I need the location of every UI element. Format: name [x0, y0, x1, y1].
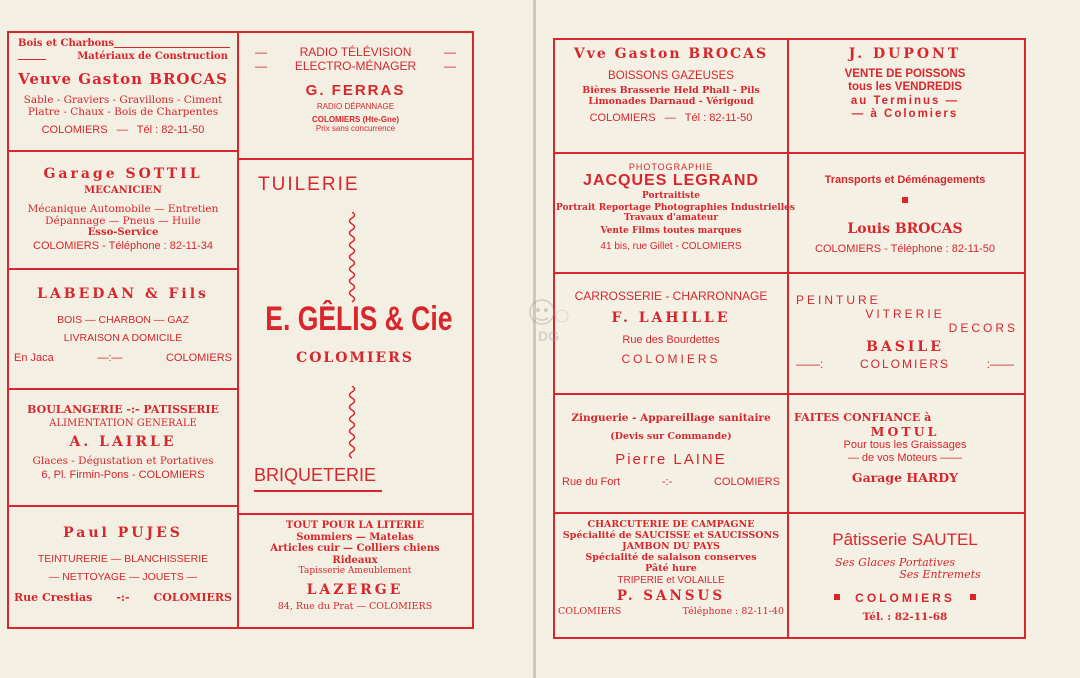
ad-town: COLOMIERS — [621, 351, 721, 366]
ad-name: G. FERRAS — [305, 81, 406, 99]
ad-town: COLOMIERS — [165, 352, 232, 365]
ad-name: LABEDAN & Fils — [37, 286, 209, 302]
ad-line: PEINTURE — [796, 293, 881, 307]
ad-line: Mécanique Automobile — Entretien — [27, 202, 219, 215]
ad-name: Pierre LAINE — [615, 450, 727, 468]
ad-pujes — [10, 525, 236, 623]
ad-town: COLOMIERS — [558, 605, 622, 617]
ad-line: -:- — [661, 476, 673, 489]
ad-line: CHARCUTERIE DE CAMPAGNE — [587, 519, 755, 530]
ad-line: Sommiers — Matelas — [296, 531, 414, 543]
ad-line: Ses Entremets — [899, 568, 981, 582]
ad-name: Paul PUJES — [63, 525, 183, 541]
ad-line: FAITES CONFIANCE à — [794, 411, 932, 424]
ad-line: — de vos Moteurs —— — [847, 451, 963, 464]
ad-line: au Terminus — — [850, 94, 960, 107]
ad-line: Limonades Darnaud - Vérigoud — [588, 96, 754, 108]
ad-line: :—— — [986, 357, 1014, 372]
ad-town: COLOMIERS — [859, 357, 950, 372]
divider — [7, 505, 239, 507]
ad-line: Pour tous les Graissages — [843, 439, 967, 452]
ad-line: COLOMIERS - Téléphone : 82-11-34 — [33, 240, 213, 253]
ad-town: COLOMIERS — [713, 476, 780, 489]
ad-line: Rideaux — [332, 554, 378, 566]
ad-name: LAZERGE — [306, 582, 404, 599]
ad-line: tous les VENDREDIS — [848, 81, 962, 94]
ad-line: Rue des Bourdettes — [622, 333, 720, 346]
ad-name: Garage HARDY — [851, 470, 959, 486]
ad-line: MECANICIEN — [84, 185, 162, 197]
ad-line: Vente Films toutes marques — [600, 225, 742, 236]
ad-town: COLOMIERS — [589, 112, 656, 125]
left-column-divider — [237, 31, 239, 627]
ad-legrand — [556, 162, 795, 270]
ad-line: Spécialité de SAUCISSE et SAUCISSONS — [562, 529, 780, 541]
ad-line: Glaces - Dégustation et Portatives — [32, 455, 214, 468]
ad-name: Garage SOTTIL — [43, 166, 203, 182]
square-bullet-icon — [902, 197, 908, 203]
ad-line: Bières Brasserie Held Phall - Pils — [582, 85, 760, 97]
watermark-stamp — [522, 292, 574, 352]
right-column-divider — [787, 38, 789, 637]
wavy-line-icon — [345, 212, 359, 304]
ad-line: -:- — [116, 591, 130, 605]
ad-line: 6, Pl. Firmin-Pons - COLOMIERS — [41, 469, 205, 482]
ad-line: LIVRAISON A DOMICILE — [63, 332, 183, 345]
ad-line: En Jaca — [14, 352, 54, 365]
ad-town: COLOMIERS — [296, 350, 414, 366]
divider — [7, 150, 239, 152]
ad-line: RADIO DÉPANNAGE — [316, 101, 395, 111]
ad-line: Rue Crestias — [14, 591, 93, 605]
ad-sautel — [790, 530, 1020, 630]
ad-sansus — [556, 520, 786, 632]
ad-line: ALIMENTATION GENERALE — [49, 417, 197, 429]
left-page — [0, 0, 533, 678]
ad-line: Prix sans concurrence — [315, 124, 396, 134]
ad-line: JAMBON DU PAYS — [622, 540, 720, 552]
ad-line: Sable - Graviers - Gravillons - Ciment — [23, 94, 223, 107]
ad-line: BOIS — CHARBON — GAZ — [57, 314, 189, 327]
ad-line: Portraitiste — [642, 190, 700, 201]
rule — [254, 490, 382, 492]
wavy-line-icon — [345, 386, 359, 460]
ad-dupont — [790, 46, 1020, 150]
ad-name: P. SANSUS — [616, 588, 726, 605]
ad-line: Platre - Chaux - Bois de Charpentes — [27, 106, 219, 119]
ad-lazerge — [240, 520, 470, 624]
divider — [7, 268, 239, 270]
square-bullet-icon — [834, 594, 840, 600]
ad-lahille — [556, 290, 786, 390]
ad-name: Vve Gaston BROCAS — [573, 46, 769, 62]
ad-phone: Téléphone : 82-11-40 — [682, 605, 784, 617]
ad-name: JACQUES LEGRAND — [583, 172, 759, 190]
ad-line: COLOMIERS - Téléphone : 82-11-50 — [815, 243, 995, 256]
ad-line: VITRERIE — [865, 306, 945, 321]
ad-line: Travaux d'amateur — [623, 213, 719, 224]
divider — [553, 512, 1024, 514]
ad-phone: Tél : 82-11-50 — [136, 124, 205, 137]
rule — [114, 47, 230, 48]
ad-line: MOTUL — [870, 423, 940, 439]
ad-line: TUILERIE — [258, 174, 360, 195]
ad-line: Ses Glaces Portatives — [835, 555, 955, 569]
ad-lairle — [10, 404, 236, 504]
ad-line: Portrait Reportage Photographies Industrielles — [556, 203, 795, 214]
ad-line: ELECTRO-MÉNAGER — [294, 58, 417, 73]
ad-line: (Devis sur Commande) — [610, 431, 732, 443]
ad-line: BOISSONS GAZEUSES — [608, 70, 734, 83]
ad-labedan — [10, 286, 236, 386]
ad-line: Dépannage — Pneus — Huile — [45, 214, 201, 227]
ad-laine — [556, 412, 786, 510]
ad-line: 41 bis, rue Gillet - COLOMIERS — [600, 241, 742, 253]
ad-line: — NETTOYAGE — JOUETS — — [48, 571, 198, 584]
ad-line: TOUT POUR LA LITERIE — [285, 520, 425, 531]
ad-line: DECORS — [948, 320, 1018, 335]
ad-line: TEINTURERIE — BLANCHISSERIE — [37, 553, 209, 566]
ad-line: VENTE DE POISSONS — [844, 68, 966, 81]
ad-line: Articles cuir — Colliers chiens — [270, 543, 440, 554]
ad-town: COLOMIERS — [855, 590, 955, 605]
ad-line: PHOTOGRAPHIE — [628, 162, 714, 172]
ad-line: ——: — [796, 357, 824, 372]
ad-line: Esso-Service — [87, 226, 159, 238]
ad-line: 84, Rue du Prat — COLOMIERS — [277, 601, 433, 613]
ad-line: Zinguerie - Appareillage sanitaire — [571, 412, 771, 424]
ad-gelis — [240, 160, 470, 510]
ad-line: — à Colomiers — [851, 107, 959, 120]
ad-line: BRIQUETERIE — [254, 465, 377, 485]
divider — [553, 393, 1024, 395]
ad-basile — [790, 294, 1020, 390]
ad-town: COLOMIERS — [153, 591, 232, 605]
ad-line: TRIPERIE et VOLAILLE — [617, 574, 725, 586]
ad-brocas-boissons: Vve Gaston BROCAS BOISSONS GAZEUSES Bières Brasserie Held Phall - Pils Limonades Darnaud - Vérigoud COLOMIERS — Tél : 82-11-50 — [556, 46, 786, 150]
divider — [553, 152, 1024, 154]
ad-name: A. LAIRLE — [69, 434, 177, 451]
ad-line: Tapisserie Ameublement — [298, 566, 412, 576]
ad-line: Rue du Fort — [562, 476, 621, 489]
divider — [237, 513, 472, 515]
ad-line: Spécialité de salaison conserves — [585, 551, 757, 563]
ad-brocas-materiaux: Bois et Charbons Matériaux de Construction Veuve Gaston BROCAS Sable - Graviers - Gravillons - Ciment Platre - Chaux - Bois de Charpentes COLOMIERS — Tél : 82-11-50 — [10, 38, 236, 148]
ad-line: COLOMIERS (Hte-Gne) — [311, 115, 400, 125]
divider — [553, 272, 1024, 274]
ad-line: Transports et Déménagements — [824, 174, 986, 186]
ad-name: Pâtisserie SAUTEL — [832, 530, 978, 549]
stamp-text: DG — [538, 328, 559, 344]
ad-brocas-transports — [790, 174, 1020, 270]
ad-town: COLOMIERS — [41, 124, 108, 137]
ad-phone: Tél : 82-11-50 — [684, 112, 753, 125]
ad-line: CARROSSERIE - CHARRONNAGE — [574, 289, 768, 303]
ad-sottil — [10, 166, 236, 266]
ad-line: BOULANGERIE -:- PATISSERIE — [27, 403, 219, 416]
ad-ferras: — RADIO TÉLÉVISION — — ELECTRO-MÉNAGER — G. FERRAS RADIO DÉPANNAGE COLOMIERS (Hte-Gne) Prix sans concurrence — [243, 46, 468, 156]
ad-name: F. LAHILLE — [611, 309, 731, 326]
ad-name: J. DUPONT — [848, 46, 962, 62]
ad-hardy — [790, 412, 1020, 510]
ad-line: Bois et Charbons — [18, 38, 115, 49]
ad-line: Matériaux de Construction — [77, 51, 228, 62]
ad-line: RADIO TÉLÉVISION — [299, 45, 412, 59]
ad-name: Louis BROCAS — [847, 221, 963, 238]
square-bullet-icon — [970, 594, 976, 600]
ad-name: Veuve Gaston BROCAS — [18, 70, 228, 88]
rule — [18, 59, 46, 60]
ad-phone: Tél. : 82-11-68 — [862, 611, 948, 624]
ad-name: E. GÊLIS & Cie — [265, 300, 453, 338]
ad-line: —:— — [97, 352, 123, 365]
ad-name: BASILE — [866, 339, 944, 356]
ad-line: Pâté hure — [645, 562, 697, 574]
right-page — [536, 0, 1080, 678]
divider — [7, 388, 239, 390]
